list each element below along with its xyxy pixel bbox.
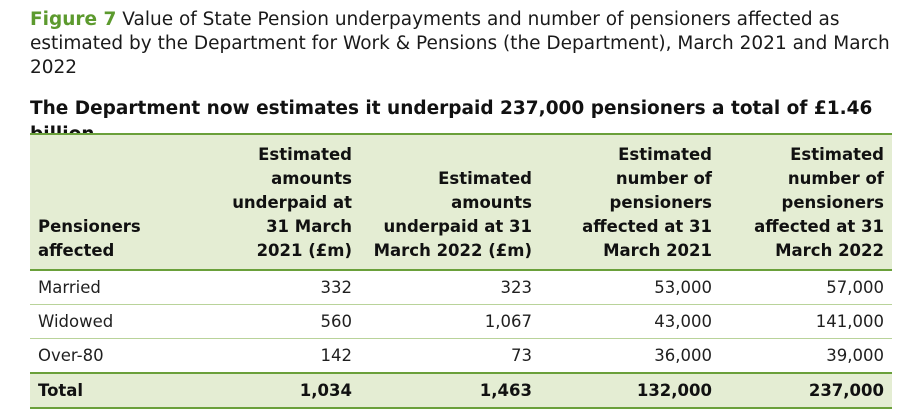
cell-category: Over-80 xyxy=(30,339,210,374)
cell-number-2022: 39,000 xyxy=(720,339,892,374)
cell-total-number-2021: 132,000 xyxy=(540,373,720,408)
cell-number-2021: 53,000 xyxy=(540,270,720,305)
table-row-widowed xyxy=(30,305,892,339)
header-row xyxy=(30,134,892,270)
cell-number-2021: 43,000 xyxy=(540,305,720,339)
header-amount-2021: Estimated amounts underpaid at 31 March 2021 (£m) xyxy=(210,134,360,270)
cell-amount-2022: 73 xyxy=(360,339,540,374)
table-body xyxy=(30,270,892,408)
figure-title xyxy=(30,8,890,80)
cell-amount-2021: 560 xyxy=(210,305,360,339)
figure-label: Figure 7 xyxy=(30,9,117,30)
cell-number-2021: 36,000 xyxy=(540,339,720,374)
cell-number-2022: 141,000 xyxy=(720,305,892,339)
data-table-container xyxy=(30,133,892,409)
header-amount-2022: Estimated amounts underpaid at 31 March 2022 (£m) xyxy=(360,134,540,270)
table-row-total xyxy=(30,373,892,408)
figure-subtitle: The Department now estimates it underpaid 237,000 pensioners a total of £1.46 billion xyxy=(30,98,873,145)
cell-total-label: Total xyxy=(30,373,210,408)
cell-amount-2021: 142 xyxy=(210,339,360,374)
pension-underpayment-table xyxy=(30,133,892,409)
table-row-over-80 xyxy=(30,339,892,374)
header-number-2021: Estimated number of pensioners affected at 31 March 2021 xyxy=(540,134,720,270)
figure-title-text: Value of State Pension underpayments and number of pensioners affected as estimated by the Department for Work & Pensions (the Department), March 2021 and March 2022 xyxy=(30,9,890,78)
cell-amount-2022: 1,067 xyxy=(360,305,540,339)
cell-total-amount-2021: 1,034 xyxy=(210,373,360,408)
table-row-married xyxy=(30,270,892,305)
cell-category: Married xyxy=(30,270,210,305)
cell-total-amount-2022: 1,463 xyxy=(360,373,540,408)
cell-amount-2021: 332 xyxy=(210,270,360,305)
cell-number-2022: 57,000 xyxy=(720,270,892,305)
header-pensioners-affected: Pensioners affected xyxy=(30,134,210,270)
cell-amount-2022: 323 xyxy=(360,270,540,305)
cell-category: Widowed xyxy=(30,305,210,339)
cell-total-number-2022: 237,000 xyxy=(720,373,892,408)
header-number-2022: Estimated number of pensioners affected at 31 March 2022 xyxy=(720,134,892,270)
table-header xyxy=(30,134,892,270)
